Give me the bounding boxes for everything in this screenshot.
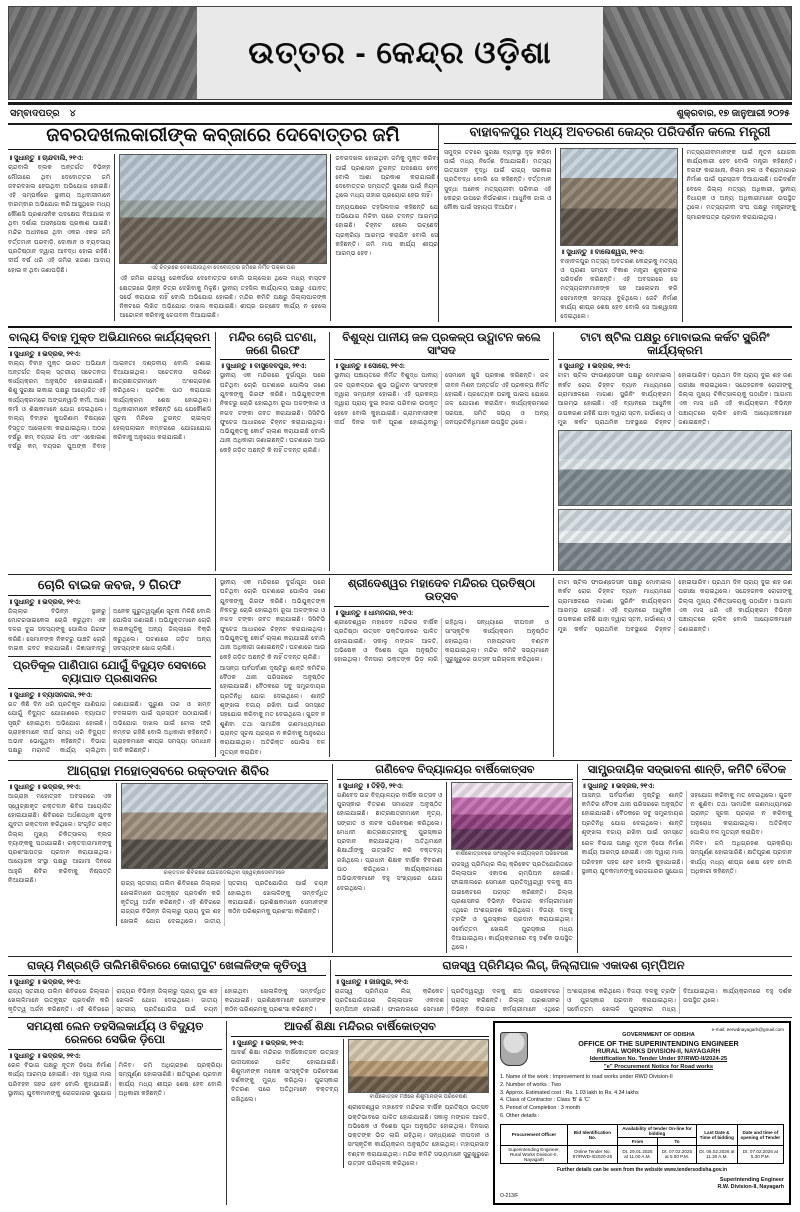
tender-th: Date and time of opening of Tender (737, 1124, 783, 1145)
tender-sign-line-2: R.W. Division-II, Nayagarh (717, 1183, 784, 1190)
tender-td: Online Tender No. 97/RWD-II/2020-26 (567, 1145, 617, 1163)
tender-th-sub: From (618, 1137, 658, 1145)
cancer-screening-headline: ଟାଟା ଷ୍ଟିଲ ପକ୍ଷରୁ ମୋବାଇଲ କର୍କଟ ସ୍କ୍ରିନିଂ କାର୍ଯ୍ୟକ୍ରମ (558, 332, 792, 361)
temple-anniv-headline: ଶ୍ରୀଦେଶ୍ୱର ମହାଦେବ ମନ୍ଦିରର ପ୍ରତିଷ୍ଠା ଉତ୍ସବ (334, 578, 549, 607)
cancer-van-photo (558, 430, 792, 506)
training-byline: ॥ ସୁଧାନ୍ତୁ ॥ ଭଦ୍ରକ, ୨୧ଏ: (8, 977, 81, 986)
lead-story (8, 125, 438, 322)
blood-camp-byline: ॥ ସୁଧାନ୍ତୁ ॥ ଭଦ୍ରକ, ୨୧ଏ: (8, 783, 81, 792)
masthead (8, 6, 792, 100)
rail-story (8, 1021, 222, 1204)
temple-anniversary-story (329, 578, 549, 757)
child-marriage-story (8, 332, 211, 572)
peace-meet-headline: ସାମ୍ପ୍ରଦାୟିକ ସଦ୍ଭାବନା ଶାନ୍ତି, କମିଟି ବୈଠକ (582, 764, 792, 780)
temple-theft-headline: ମନ୍ଦିର ଚୋରି ଘଟଣା, ଜଣେ ଗିରଫ (220, 332, 325, 361)
tender-email: e-mail: eerwdnayagarh@gmail.com (711, 1027, 784, 1033)
page-number: ୪ (69, 109, 76, 119)
school-fest-byline: ॥ ସୁଧାନ୍ତୁ ॥ ତିହିଡ଼ି, ୨୧ଏ: (336, 781, 404, 790)
tender-footer-note: Further details can be seen from the website www.tendersodisha.gov.in (556, 1166, 728, 1173)
premier-league-story (330, 960, 792, 1015)
child-marriage-byline: ॥ ସୁଧାନ୍ତୁ ॥ ଭଦ୍ରକ, ୨୧ଏ: (8, 349, 81, 358)
tender-item: 6. Other details : (500, 1113, 540, 1119)
school-fest-story (332, 764, 573, 953)
tender-td: Dt. 07.02.2025 at 5.00 P.M. (657, 1145, 696, 1163)
adarsha-byline: ॥ ସୁଧାନ୍ତୁ ॥ ଭଦ୍ରକ, ୨୧ଏ: (231, 1039, 304, 1048)
dateline-bar (8, 105, 792, 125)
minister-col-a: ସମୁଦ୍ର ତଟରେ ସୁରକ୍ଷା ବ୍ୟବସ୍ଥା ଦୃଢ଼ କରିବା ପାଇଁ ମଧ୍ୟ ନିର୍ଦ୍ଦେଶ ଦିଆଯାଇଛି। ମତ୍ସ୍ୟ ଉତ୍ପାଦନ ବୃଦ୍ଧି ପାଇଁ ରାଜ୍ୟ ସରକାର ପ୍ରତିବଦ୍ଧ ବୋଲି ସେ କହିଛନ୍ତି। ବର୍ତ୍ତମାନ ସୁଦ୍ଧା ଅନେକ ମତ୍ସ୍ୟଜୀବୀ ପରିବାର ଏହି କେନ୍ଦ୍ର ଉପରେ ନିର୍ଭରଶୀଳ। ଆଧୁନିକ ଜାଲ ଓ ନୌକା ପାଇଁ ସହାୟତା ଦିଆଯିବ। (444, 148, 552, 212)
bottom-band (8, 1021, 792, 1204)
tender-th: Bid Identification No. (567, 1124, 617, 1145)
water-project-headline: ବିଶୁଦ୍ଧ ପାନୀୟ ଜଳ ପ୍ରକଳ୍ପ ଉଦ୍ଘାଟନ କଲେ ସାଂସଦ (334, 332, 549, 361)
minister-byline: ॥ ସୁଧାନ୍ତୁ ॥ ବାଲେଶ୍ୱର, ୨୧ଏ: (560, 247, 645, 256)
school-fest-text-2: ରାଜସ୍ୱ ପ୍ରିମିୟର ଲିଗ୍ କ୍ରିକେଟ ପ୍ରତିଯୋଗିତାରେ ଜିଲ୍ଲାପାଳ ଏକାଦଶ ଚାମ୍ପିଅନ ହୋଇଛି। ଫାଇନାଲରେ ସେମାନେ ପ୍ରତିଦ୍ୱନ୍ଦ୍ୱୀ ଦଳକୁ ଛଅ ଉଇକେଟରେ ପରାସ୍ତ କରିଛନ୍ତି। ଜିଲ୍ଲା ପ୍ରଶାସନର ବିଭିନ୍ନ ବିଭାଗର କର୍ମଚାରୀମାନେ ଏଥିରେ ଅଂଶଗ୍ରହଣ କରିଥିଲେ। ବିଜୟୀ ଦଳକୁ ଟ୍ରଫି ଓ ପୁରସ୍କାର ପ୍ରଦାନ କରାଯାଇଥିଲା। ସର୍ବୋତ୍ତମ ଖେଳାଳି ପୁରସ୍କାର ମଧ୍ୟ ଦିଆଯାଇଥିଲା। କାର୍ଯ୍ୟକ୍ରମରେ ବହୁ ଦର୍ଶକ ଉପସ୍ଥିତ ଥିଲେ। (451, 860, 573, 952)
tender-identification-no: Identification No. Tender Under 97/RWD-II/2024-25 (589, 1056, 728, 1063)
power-dept-headline: ପ୍ରତିକୂଳ ପାଣିପାଗ ଯୋଗୁଁ ବିଦ୍ୟୁତ ସେବାରେ ବ୍ୟାଘାତ ପ୍ରଶାସନର (8, 660, 211, 689)
lead-col3: ଜବରଦଖଲ ହୋଇଥିବା ଜମିକୁ ମୁକ୍ତ କରିବା ପାଇଁ ପ୍ରଶାସନ ତୁରନ୍ତ ପଦକ୍ଷେପ ନେବ ବୋଲି ଆଶା ପ୍ରକାଶ କରାଯାଇଛି। ଦେବୋତ୍ତର ସମ୍ପତ୍ତି ସୁରକ୍ଷା ପାଇଁ ନିୟମ ଥିଲେ ମଧ୍ୟ ତାହାର ପ୍ରୟୋଗ ହେଉ ନାହିଁ। (335, 155, 438, 200)
peace-meet-story (577, 764, 792, 953)
top-section (8, 124, 797, 322)
tender-th: Last Date & Time of bidding (696, 1124, 737, 1145)
government-emblem-icon (500, 1032, 528, 1066)
temple-theft-story (215, 332, 325, 572)
cancer-screening-cont: ଟାଟା ଷ୍ଟିଲ ଫାଉଣ୍ଡେସନ ପକ୍ଷରୁ ମୋବାଇଲ କର୍କଟ ରୋଗ ଚିହ୍ନଟ ବ୍ୟାନ ମାଧ୍ୟମରେ ଗ୍ରାମାଞ୍ଚଳରେ ମାଗଣା ସ୍କ୍ରିନିଂ କାର୍ଯ୍ୟକ୍ରମ ଆରମ୍ଭ ହୋଇଛି। ଏହି ବ୍ୟାନରେ ଆଧୁନିକ ଉପକରଣ ରହିଛି ଯାହା ଦ୍ୱାରା ସ୍ତନ, ଗର୍ଭାଶୟ ଓ ମୁଖ କର୍କଟ ପ୍ରାଥମିକ ଅବସ୍ଥାରେ ଚିହ୍ନଟ ହୋଇପାରିବ। ପ୍ରଥମ ଦିନ ପ୍ରାୟ ଦୁଇ ଶହ ଜଣ ପରୀକ୍ଷା କରାଇଥିଲେ। ସନ୍ଦେହଜନକ ରୋଗୀଙ୍କୁ ଜିଲ୍ଲା ମୁଖ୍ୟ ଚିକିତ୍ସାଳୟକୁ ପଠାଯିବ। ଆଗାମୀ ଏକ ମାସ ଧରି ଏହି କାର୍ଯ୍ୟକ୍ରମ ବିଭିନ୍ନ ପଞ୍ଚାୟତରେ ଚାଲିବ ବୋଲି ଆୟୋଜକମାନେ ଜଣାଇଛନ୍ତି। (557, 579, 793, 633)
tender-sign-line-1: Superintending Engineer (719, 1176, 784, 1183)
date-text: ଶୁକ୍ରବାର, ୧୭ ଜାନୁଆରୀ ୨୦୨୫ (676, 109, 790, 119)
rail-byline: ॥ ସୁଧାନ୍ତୁ ॥ ଭଦ୍ରକ, ୨୧ଏ: (8, 1052, 81, 1061)
peace-meet-byline: ॥ ସୁଧାନ୍ତୁ ॥ ଭଦ୍ରକ, ୨୧ଏ: (581, 781, 655, 790)
training-text: ରାଜ୍ୟ ସ୍ତରୀୟ ତାଲିମ ଶିବିରରେ ଜିଲ୍ଲାର ଖେଳାଳିମାନେ ଉତ୍କୃଷ୍ଟ ପ୍ରଦର୍ଶନ କରି କୃତିତ୍ୱ ଅର୍ଜନ କରିଛନ୍ତି। ଏହି ଶିବିରରେ ରାଜ୍ୟର ବିଭିନ୍ନ ଜିଲ୍ଲାରୁ ପ୍ରାୟ ଦୁଇ ଶହ ଖେଳାଳି ଯୋଗ ଦେଇଥିଲେ। ଜାତୀୟ ସ୍ତରୀୟ ପ୍ରତିଯୋଗିତା ପାଇଁ ଚୟନ ହୋଇଥିବା ଖେଳାଳିଙ୍କୁ ସମ୍ବର୍ଦ୍ଧିତ କରାଯାଇଛି। ପ୍ରଶିକ୍ଷକମାନେ ସେମାନଙ୍କ କଠିନ ପରିଶ୍ରମକୁ ପ୍ରଶଂସା କରିଛନ୍ତି। (8, 987, 326, 1014)
bike-theft-story (8, 578, 211, 757)
minister-photo (560, 148, 677, 246)
masthead-center (197, 7, 603, 99)
adarsha-headline: ଆଦର୍ଶ ଶିକ୍ଷା ମନ୍ଦିରର ବାର୍ଷିକୋତ୍ସବ (231, 1021, 489, 1037)
lead-photo (119, 154, 326, 264)
tender-item: 5. Period of Completion : 3 month (500, 1105, 581, 1112)
tender-td: Dt. 29.01.2025 at 11.00 A.M. (618, 1145, 658, 1163)
masthead-title: ଉତ୍ତର - କେନ୍ଦ୍ର ଓଡ଼ିଶା (248, 34, 552, 70)
lead-photo-caption: ଏହି ଚିତ୍ରରେ ଦେଖାଯାଉଥିବା ଦେବୋତ୍ତର ଜମିରେ ନିର୍ମିତ ପକ୍କା ଘର (150, 265, 296, 272)
cancer-screening-story (553, 332, 792, 572)
tender-th: Availability of tender On-line for bidding (618, 1124, 697, 1137)
fourth-band (8, 764, 792, 953)
peace-meet-text-2: ରେଳ ବିଭାଗ ପକ୍ଷରୁ ନୂତନ ଡ଼ିପୋ ନିର୍ମାଣ କାର୍ଯ୍ୟ ଆରମ୍ଭ ହୋଇଛି। ଏହା ଦ୍ୱାରା ମାଲ ପରିବହନ ସହଜ ହେବ ବୋଲି କୁହାଯାଇଛି। ସ୍ଥାନୀୟ ଯୁବକମାନଙ୍କୁ ରୋଜଗାରର ସୁଯୋଗ ମିଳିବ। ଜମି ଅଧିଗ୍ରହଣ ପ୍ରକ୍ରିୟା ସମ୍ପୂର୍ଣ୍ଣ ହୋଇସାରିଛି। କ୍ଷତିପୂରଣ ପ୍ରଦାନ କାର୍ଯ୍ୟ ମଧ୍ୟ ଶୀଘ୍ର ଶେଷ ହେବ ବୋଲି ଅଧିକାରୀ କହିଛନ୍ତି। (581, 840, 792, 876)
power-dept-text: ଗତ କିଛି ଦିନ ଧରି ପ୍ରତିକୂଳ ପାଣିପାଗ ଯୋଗୁଁ ବିଦ୍ୟୁତ ଯୋଗାଣରେ ବ୍ୟାଘାତ ସୃଷ୍ଟି ହୋଇଥିବା ଅଭିଯୋଗ ହୋଇଛି। ଗ୍ରାହକମାନେ ଦୀର୍ଘ ସମୟ ଧରି ବିଦ୍ୟୁତ ଅଭାବ ଭୋଗୁଥିବା କହିଛନ୍ତି। ବିଭାଗ ପକ୍ଷରୁ ମରାମତି କାର୍ଯ୍ୟ ଚାଲିଥିବା ଜଣାଯାଇଛି। ପୁରୁଣା ତାର ଓ ଖମ୍ବ ବଦଳାଇବା ପାଇଁ ପ୍ରସ୍ତାବ ପଠାଯାଇଛି। ଅଭିଯୋଗ ଦାଖଲ ପାଇଁ ଟୋଲ ଫ୍ରି ନମ୍ବର ରହିଛି ବୋଲି ଅଧିକାରୀ କହିଛନ୍ତି। ଗ୍ରାହକମାନେ ଶୀଘ୍ର ସମସ୍ୟା ସମାଧାନ ଦାବି କରିଛନ୍ତି। (8, 700, 211, 755)
bike-theft-headline: ଚୋରି ବାଇକ କବଜ, ୨ ଗିରଫ (8, 578, 211, 596)
tender-code: O-213/F (500, 1192, 519, 1199)
adarsha-caption: ବାର୍ଷିକୋତ୍ସବ ମଞ୍ଚରେ ଶିଶୁମାନଙ୍କ ପରିବେଷଣ (369, 1094, 468, 1101)
blood-camp-photo (121, 783, 328, 869)
tender-item: 1. Name of the work : Improvement to road works under RWD Division-II (500, 1073, 673, 1080)
adarsha-text: ଆଦର୍ଶ ଶିକ୍ଷା ମନ୍ଦିରର ବାର୍ଷିକୋତ୍ସବ ଉତ୍ସାହ ଉଦ୍ଦୀପନାରେ ପାଳିତ ହୋଇଯାଇଛି। ଶିଶୁମାନଙ୍କ ମନୋଜ୍ଞ ସାଂସ୍କୃତିକ ପରିବେଷଣ ଦର୍ଶକଙ୍କୁ ମୁଗ୍ଧ କରିଥିଲା। ପୁରସ୍କାର ବିତରଣ ପରେ ଅତିଥିମାନେ ବକ୍ତବ୍ୟ ରଖିଥିଲେ। (231, 1049, 339, 1103)
adarsha-text-2: ଶ୍ରୀଦେଶ୍ୱର ମହାଦେବ ମନ୍ଦିରର ବାର୍ଷିକ ପ୍ରତିଷ୍ଠା ଉତ୍ସବ ଭକ୍ତିଭାବରେ ପାଳିତ ହୋଇଯାଇଛି। ସକାଳୁ ମଙ୍ଗଳ ଆଳତି, ଅଭିଷେକ ଓ ବିଶେଷ ପୂଜା ଅନୁଷ୍ଠିତ ହୋଇଥିଲା। ଦିନସାରା ଭକ୍ତଙ୍କ ଭିଡ଼ ଲାଗି ରହିଥିଲା। ସନ୍ଧ୍ୟାରେ ଦୀପଦାନ ଓ ସାଂସ୍କୃତିକ କାର୍ଯ୍ୟକ୍ରମ ଅନୁଷ୍ଠିତ ହୋଇଥିଲା। ମହାପ୍ରସାଦ ବଣ୍ଟନ କରାଯାଇଥିଲା। ମନ୍ଦିର କମିଟି ସଭ୍ୟମାନେ ସୁରୁଖୁରୁରେ ଉତ୍ସବ ପରିଚାଳନା କରିଥିଲେ। (347, 1104, 489, 1168)
blood-camp-headline: ଆଗ୍ରାହା ମହୋତ୍ସବରେ ରକ୍ତଦାନ ଶିବିର (8, 764, 328, 782)
fifth-band (8, 960, 792, 1015)
minister-col-b: ବାହାବଳପୁର ମତ୍ସ୍ୟ ଅବତରଣ କେନ୍ଦ୍ରକୁ ମତ୍ସ୍ୟ ଓ ପ୍ରାଣୀ ସମ୍ପଦ ବିକାଶ ମନ୍ତ୍ରୀ ଶୁକ୍ରବାର ପରିଦର୍ଶନ କରିଛନ୍ତି। ଏହି ଅବସରରେ ସେ ମତ୍ସ୍ୟଜୀବୀମାନଙ୍କ ସହ ଆଲୋଚନା କରି ସେମାନଙ୍କ ସମସ୍ୟା ବୁଝିଥିଲେ। ଜେଟି ନିର୍ମାଣ କାର୍ଯ୍ୟ ଶୀଘ୍ର ଶେଷ ହେବ ବୋଲି ସେ ଆଶ୍ୱାସନା ଦେଇଥିଲେ। (560, 257, 678, 321)
school-fest-text: ଗଣିବେଦ ଉଚ୍ଚ ବିଦ୍ୟାଳୟର ବାର୍ଷିକ ଉତ୍ସବ ଓ ପୁରସ୍କାର ବିତରଣ ସମାରୋହ ଅନୁଷ୍ଠିତ ହୋଇଯାଇଛି। ଛାତ୍ରଛାତ୍ରୀମାନେ ନୃତ୍ୟ, ସଙ୍ଗୀତ ଓ ନାଟକ ପରିବେଷଣ କରିଥିଲେ। ମେଧାବୀ ଛାତ୍ରଛାତ୍ରୀଙ୍କୁ ପୁରସ୍କାର ପ୍ରଦାନ କରାଯାଇଥିଲା। ଅତିଥିମାନେ ଶିକ୍ଷାର୍ଥୀଙ୍କୁ ଉତ୍ସାହିତ କରି ବକ୍ତବ୍ୟ ରଖିଥିଲେ। ପ୍ରଧାନ ଶିକ୍ଷକ ବାର୍ଷିକ ବିବରଣୀ ପାଠ କରିଥିଲେ। କାର୍ଯ୍ୟକ୍ରମରେ ଅଭିଭାବକମାନେ ବହୁ ସଂଖ୍ୟାରେ ଯୋଗ ଦେଇଥିଲେ। (336, 791, 443, 892)
bike-theft-byline: ॥ ସୁଧାନ୍ତୁ ॥ ଭଦ୍ରକ, ୨୧ଏ: (8, 597, 81, 606)
premier-league-byline: ॥ ସୁଧାନ୍ତୁ ॥ ଜାଜପୁର, ୨୧ଏ: (334, 977, 409, 986)
training-headline: ରାଜ୍ୟ ମିଶ୍ରଣ୍ଡି ତାଲିମଶିବିରରେ କୋରାପୁଟ ଖେଳାଳିଙ୍କ କୃତିତ୍ୱ (8, 960, 326, 976)
child-marriage-text: ବାଲ୍ୟ ବିବାହ ମୁକ୍ତ ଭାରତ ଅଭିଯାନ ଅନ୍ତର୍ଗତ ଜିଲ୍ଲା ସ୍ତରୀୟ ସଚେତନତା କାର୍ଯ୍ୟକ୍ରମ ଅନୁଷ୍ଠିତ ହୋଇଯାଇଛି। ଶିଶୁ ସୁରକ୍ଷା ଇକାଇ ପକ୍ଷରୁ ଆୟୋଜିତ ଏହି କାର୍ଯ୍ୟକ୍ରମରେ ଅଙ୍ଗନୱାଡ଼ି କର୍ମୀ, ଆଶା କର୍ମୀ ଓ ଶିକ୍ଷକମାନେ ଯୋଗ ଦେଇଥିଲେ। ବାଲ୍ୟ ବିବାହର କୁପରିଣାମ ବିଷୟରେ ବିସ୍ତୃତ ଆଲୋଚନା କରାଯାଇଥିଲା। ଅଠର ବର୍ଷରୁ କମ୍ ବୟସର ଝିଅ ଏବଂ ଏକୋଇଶ ବର୍ଷରୁ କମ୍ ବୟସର ପୁଅଙ୍କ ବିବାହ ଆଇନତଃ ଦଣ୍ଡନୀୟ ବୋଲି ଜଣାଇ ଦିଆଯାଇଥିଲା। ସଚେତନତା ରାଲିରେ ଛାତ୍ରଛାତ୍ରୀମାନେ ଅଂଶଗ୍ରହଣ କରିଥିଲେ। ପ୍ରତିଜ୍ଞା ପାଠ କରାଯାଇ କାର୍ଯ୍ୟକ୍ରମ ଶେଷ ହୋଇଥିଲା। ଅଧିକାରୀମାନେ କହିଛନ୍ତି ଯେ ଯେକୌଣସି ସୂଚନା ମିଳିଲେ ତୁରନ୍ତ ଚାଇଲ୍ଡ ହେଲ୍ପଲାଇନ ନମ୍ବରରେ ଯୋଗାଯୋଗ କରିବାକୁ ଅନୁରୋଧ କରାଯାଇଛି। (8, 359, 211, 451)
tender-td: Superintending Engineer, Rural Works Division-II, Nayagarh (501, 1145, 568, 1163)
temple-theft-cont-text: ସ୍ଥାନୀୟ ଏକ ମନ୍ଦିରରେ ଦୁର୍ଗାପୂଜା ପରେ ଘଟିଥିବା ଚୋରି ଘଟଣାରେ ପୋଲିସ ଜଣେ ଯୁବକଙ୍କୁ ଗିରଫ କରିଛି। ଅଭିଯୁକ୍ତଙ୍କ ନିକଟରୁ ଚୋରି ହୋଇଥିବା ରୂପା ଅଳଙ୍କାର ଓ ନଗଦ ଟଙ୍କା ଜବତ କରାଯାଇଛି। ସିସିଟିଭି ଫୁଟେଜ ଆଧାରରେ ଚିହ୍ନଟ କରାଯାଇଥିଲା। ଅଭିଯୁକ୍ତକୁ କୋର୍ଟ ଚାଲାଣ କରାଯାଇଛି ବୋଲି ଥାନା ଅଧିକାରୀ ଜଣାଇଛନ୍ତି। ଘଟଣାରେ ଆଉ କେହି ଜଡ଼ିତ ଅଛନ୍ତି କି ନାହିଁ ତଦନ୍ତ ଚାଲିଛି। (219, 579, 326, 661)
rail-text: ରେଳ ବିଭାଗ ପକ୍ଷରୁ ନୂତନ ଡ଼ିପୋ ନିର୍ମାଣ କାର୍ଯ୍ୟ ଆରମ୍ଭ ହୋଇଛି। ଏହା ଦ୍ୱାରା ମାଲ ପରିବହନ ସହଜ ହେବ ବୋଲି କୁହାଯାଇଛି। ସ୍ଥାନୀୟ ଯୁବକମାନଙ୍କୁ ରୋଜଗାରର ସୁଯୋଗ ମିଳିବ। ଜମି ଅଧିଗ୍ରହଣ ପ୍ରକ୍ରିୟା ସମ୍ପୂର୍ଣ୍ଣ ହୋଇସାରିଛି। କ୍ଷତିପୂରଣ ପ୍ରଦାନ କାର୍ଯ୍ୟ ମଧ୍ୟ ଶୀଘ୍ର ଶେଷ ହେବ ବୋଲି ଅଧିକାରୀ କହିଛନ୍ତି। (8, 1062, 222, 1098)
tender-item: 2. Number of works : Two (500, 1081, 562, 1088)
minister-headline: ବାହାବଳପୁର ମଧ୍ୟ ଅବତରଣ କେନ୍ଦ୍ର ପରିଦର୍ଶନ କଲେ ମନ୍ତ୍ରୀ (444, 125, 796, 144)
power-dept-byline: ॥ ସୁଧାନ୍ତୁ ॥ ବ୍ୟାସନଗର, ୨୧ଏ: (8, 690, 93, 699)
school-fest-caption: ବାର୍ଷିକୋତ୍ସବରେ ସାଂସ୍କୃତିକ କାର୍ଯ୍ୟକ୍ରମ ପରିବେଷଣ (455, 850, 569, 857)
tender-table (500, 1124, 784, 1164)
tender-th: Procurement Officer (501, 1124, 568, 1145)
tender-item: 4. Class of Contractor : Class 'B' & 'C' (500, 1097, 590, 1104)
temple-anniv-text: ଶ୍ରୀଦେଶ୍ୱର ମହାଦେବ ମନ୍ଦିରର ବାର୍ଷିକ ପ୍ରତିଷ୍ଠା ଉତ୍ସବ ଭକ୍ତିଭାବରେ ପାଳିତ ହୋଇଯାଇଛି। ସକାଳୁ ମଙ୍ଗଳ ଆଳତି, ଅଭିଷେକ ଓ ବିଶେଷ ପୂଜା ଅନୁଷ୍ଠିତ ହୋଇଥିଲା। ଦିନସାରା ଭକ୍ତଙ୍କ ଭିଡ଼ ଲାଗି ରହିଥିଲା। ସନ୍ଧ୍ୟାରେ ଦୀପଦାନ ଓ ସାଂସ୍କୃତିକ କାର୍ଯ୍ୟକ୍ରମ ଅନୁଷ୍ଠିତ ହୋଇଥିଲା। ମହାପ୍ରସାଦ ବଣ୍ଟନ କରାଯାଇଥିଲା। ମନ୍ଦିର କମିଟି ସଭ୍ୟମାନେ ସୁରୁଖୁରୁରେ ଉତ୍ସବ ପରିଚାଳନା କରିଥିଲେ। (334, 618, 549, 664)
peace-meet-text: ଆସନ୍ତା ପର୍ବପର୍ବାଣୀ ଦୃଷ୍ଟିରୁ ଶାନ୍ତି କମିଟିର ବୈଠକ ଥାନା ପରିସରରେ ଅନୁଷ୍ଠିତ ହୋଇଯାଇଛି। ବୈଠକରେ ସବୁ ସମ୍ପ୍ରଦାୟର ପ୍ରତିନିଧି ଯୋଗ ଦେଇଥିଲେ। ଶାନ୍ତି ଶୃଙ୍ଖଳା ବଜାୟ ରଖିବା ପାଇଁ ସମସ୍ତେ ସହଯୋଗ କରିବାକୁ ମତ ଦେଇଥିଲେ। ଗୁଜବ ନ ଶୁଣିବା ତଥା ସାମାଜିକ ଗଣମାଧ୍ୟମରେ ଭ୍ରାନ୍ତ ସୂଚନା ପ୍ରଚାର ନ କରିବାକୁ ଅନୁରୋଧ କରାଯାଇଥିଲା। ଅତିରିକ୍ତ ପୋଲିସ ବଳ ମୁତୟନ କରାଯିବ। (581, 791, 792, 836)
tender-td: Dt. 06.02.2026 at 11.30 A.M. (696, 1145, 737, 1163)
temple-theft-cont-text2: ଆସନ୍ତା ପର୍ବପର୍ବାଣୀ ଦୃଷ୍ଟିରୁ ଶାନ୍ତି କମିଟିର ବୈଠକ ଥାନା ପରିସରରେ ଅନୁଷ୍ଠିତ ହୋଇଯାଇଛି। ବୈଠକରେ ସବୁ ସମ୍ପ୍ରଦାୟର ପ୍ରତିନିଧି ଯୋଗ ଦେଇଥିଲେ। ଶାନ୍ତି ଶୃଙ୍ଖଳା ବଜାୟ ରଖିବା ପାଇଁ ସମସ୍ତେ ସହଯୋଗ କରିବାକୁ ମତ ଦେଇଥିଲେ। ଗୁଜବ ନ ଶୁଣିବା ତଥା ସାମାଜିକ ଗଣମାଧ୍ୟମରେ ଭ୍ରାନ୍ତ ସୂଚନା ପ୍ରଚାର ନ କରିବାକୁ ଅନୁରୋଧ କରାଯାଇଥିଲା। ଅତିରିକ୍ତ ପୋଲିସ ବଳ ମୁତୟନ କରାଯିବ। (219, 664, 326, 756)
tender-items (500, 1074, 784, 1121)
school-fest-headline: ଗଣିବେଦ ବିଦ୍ୟାଳୟର ବାର୍ଷିକୋତ୍ସବ (337, 764, 573, 780)
cancer-screening-text: ଟାଟା ଷ୍ଟିଲ ଫାଉଣ୍ଡେସନ ପକ୍ଷରୁ ମୋବାଇଲ କର୍କଟ ରୋଗ ଚିହ୍ନଟ ବ୍ୟାନ ମାଧ୍ୟମରେ ଗ୍ରାମାଞ୍ଚଳରେ ମାଗଣା ସ୍କ୍ରିନିଂ କାର୍ଯ୍ୟକ୍ରମ ଆରମ୍ଭ ହୋଇଛି। ଏହି ବ୍ୟାନରେ ଆଧୁନିକ ଉପକରଣ ରହିଛି ଯାହା ଦ୍ୱାରା ସ୍ତନ, ଗର୍ଭାଶୟ ଓ ମୁଖ କର୍କଟ ପ୍ରାଥମିକ ଅବସ୍ଥାରେ ଚିହ୍ନଟ ହୋଇପାରିବ। ପ୍ରଥମ ଦିନ ପ୍ରାୟ ଦୁଇ ଶହ ଜଣ ପରୀକ୍ଷା କରାଇଥିଲେ। ସନ୍ଦେହଜନକ ରୋଗୀଙ୍କୁ ଜିଲ୍ଲା ମୁଖ୍ୟ ଚିକିତ୍ସାଳୟକୁ ପଠାଯିବ। ଆଗାମୀ ଏକ ମାସ ଧରି ଏହି କାର୍ଯ୍ୟକ୍ରମ ବିଭିନ୍ନ ପଞ୍ଚାୟତରେ ଚାଲିବ ବୋଲି ଆୟୋଜକମାନେ ଜଣାଇଛନ୍ତି। (557, 372, 793, 426)
tender-gov-line: GOVERNMENT OF ODISHA (622, 1032, 695, 1039)
bike-theft-text: ଜିଲ୍ଲାର ବିଭିନ୍ନ ସ୍ଥାନରୁ ମୋଟରସାଇକେଲ ଚୋରି କରୁଥିବା ଏକ ଦଳର ଦୁଇ ସଦସ୍ୟଙ୍କୁ ପୋଲିସ ଗିରଫ କରିଛି। ସେମାନଙ୍କ ନିକଟରୁ ପାଞ୍ଚଟି ଚୋରି ବାଇକ ଜବତ କରାଯାଇଛି। ଜିଜ୍ଞାସାବାଦରୁ ଅନେକ ଗୁରୁତ୍ୱପୂର୍ଣ୍ଣ ସୂଚନା ମିଳିଛି ବୋଲି ପୋଲିସ ଜଣାଇଛି। ଅଭିଯୁକ୍ତମାନେ ଚୋରି ବାଇକଗୁଡ଼ିକୁ ଅନ୍ୟ ଜିଲ୍ଲାରେ ବିକ୍ରି କରୁଥିଲେ। ଘଟଣାରେ ଜଡ଼ିତ ଅନ୍ୟ ସଦସ୍ୟଙ୍କ ଖୋଜ ଚାଲିଛି। (8, 607, 211, 652)
tender-office-line-1: OFFICE OF THE SUPERINTENDING ENGINEER (578, 1039, 739, 1049)
edition-label: ସମ୍ବାଦପତ୍ର (10, 109, 60, 119)
temple-anniv-byline: ॥ ସୁଧାନ୍ତୁ ॥ ଧାମନଗର, ୨୧ଏ: (334, 608, 414, 617)
masthead-photo-left (9, 7, 197, 99)
child-marriage-headline: ବାଲ୍ୟ ବିବାହ ମୁକ୍ତ ଅଭିଯାନରେ କାର୍ଯ୍ୟକ୍ରମ (8, 332, 211, 348)
rail-headline: ସମୟଷୀ ଲେନ ତହସିଲକାର୍ଯ୍ୟ ଓ ବିଦ୍ୟୁତ ରେଳରେ ସେଭିକ ଡ଼ିପୋ (8, 1021, 222, 1050)
lead-headline: ଜବରଦଖଲକାରୀଙ୍କ କବ୍ଜାରେ ଦେବୋତ୍ତର ଜମି (8, 125, 438, 150)
table-row (501, 1145, 784, 1163)
tender-td: Dt. 07.02.2026 at 5.30 P.M. (737, 1145, 783, 1163)
tender-notice-title: "e" Procurement Notice for Road works (603, 1063, 714, 1070)
blood-camp-text: ଆଗ୍ରାହା ମହୋତ୍ସବ ଅବସରରେ ଏକ ସ୍ୱେଚ୍ଛାକୃତ ରକ୍ତଦାନ ଶିବିର ଆୟୋଜିତ ହୋଇଯାଇଛି। ଶିବିରରେ ଅର୍ଧଶତାଧିକ ଯୁବକ ଯୁବତୀ ରକ୍ତଦାନ କରିଥିଲେ। ସଂଗୃହିତ ରକ୍ତ ଜିଲ୍ଲା ମୁଖ୍ୟ ଚିକିତ୍ସାଳୟ ବ୍ଲଡ ବ୍ୟାଙ୍କକୁ ପଠାଯାଇଛି। ରକ୍ତଦାତାମାନଙ୍କୁ ପ୍ରଶଂସାପତ୍ର ପ୍ରଦାନ କରାଯାଇଥିଲା। ଆୟୋଜକ ସଂସ୍ଥା ପକ୍ଷରୁ ଆଗାମୀ ଦିନରେ ଆହୁରି ଶିବିର କରିବାକୁ ନିଷ୍ପତ୍ତି ନିଆଯାଇଛି। (8, 793, 112, 885)
third-band (8, 578, 792, 757)
water-project-byline: ॥ ସୁଧାନ୍ତୁ ॥ ସୋରୋ, ୨୧ଏ: (334, 362, 406, 371)
tender-item: 3. Approx. Estimated cost : Rs. 1.03 lakh to Rs. 4.34 lakhs (500, 1089, 639, 1096)
blood-camp-text-2: ରାଜ୍ୟ ସ୍ତରୀୟ ତାଲିମ ଶିବିରରେ ଜିଲ୍ଲାର ଖେଳାଳିମାନେ ଉତ୍କୃଷ୍ଟ ପ୍ରଦର୍ଶନ କରି କୃତିତ୍ୱ ଅର୍ଜନ କରିଛନ୍ତି। ଏହି ଶିବିରରେ ରାଜ୍ୟର ବିଭିନ୍ନ ଜିଲ୍ଲାରୁ ପ୍ରାୟ ଦୁଇ ଶହ ଖେଳାଳି ଯୋଗ ଦେଇଥିଲେ। ଜାତୀୟ ସ୍ତରୀୟ ପ୍ରତିଯୋଗିତା ପାଇଁ ଚୟନ ହୋଇଥିବା ଖେଳାଳିଙ୍କୁ ସମ୍ବର୍ଦ୍ଧିତ କରାଯାଇଛି। ପ୍ରଶିକ୍ଷକମାନେ ସେମାନଙ୍କ କଠିନ ପରିଶ୍ରମକୁ ପ୍ରଶଂସା କରିଛନ୍ତି। (120, 880, 328, 925)
water-project-story (329, 332, 549, 572)
temple-theft-byline: ॥ ସୁଧାନ୍ତୁ ॥ ବାସୁଦେବପୁର, ୨୧ଏ: (219, 362, 307, 371)
tender-th-sub: To (657, 1137, 696, 1145)
second-band (8, 332, 792, 572)
temple-theft-text: ସ୍ଥାନୀୟ ଏକ ମନ୍ଦିରରେ ଦୁର୍ଗାପୂଜା ପରେ ଘଟିଥିବା ଚୋରି ଘଟଣାରେ ପୋଲିସ ଜଣେ ଯୁବକଙ୍କୁ ଗିରଫ କରିଛି। ଅଭିଯୁକ୍ତଙ୍କ ନିକଟରୁ ଚୋରି ହୋଇଥିବା ରୂପା ଅଳଙ୍କାର ଓ ନଗଦ ଟଙ୍କା ଜବତ କରାଯାଇଛି। ସିସିଟିଭି ଫୁଟେଜ ଆଧାରରେ ଚିହ୍ନଟ କରାଯାଇଥିଲା। ଅଭିଯୁକ୍ତକୁ କୋର୍ଟ ଚାଲାଣ କରାଯାଇଛି ବୋଲି ଥାନା ଅଧିକାରୀ ଜଣାଇଛନ୍ତି। ଘଟଣାରେ ଆଉ କେହି ଜଡ଼ିତ ଅଛନ୍ତି କି ନାହିଁ ତଦନ୍ତ ଚାଲିଛି। (219, 372, 326, 454)
blood-camp-caption: ରକ୍ତଦାନ ଶିବିରରେ ଯୋଗଦେଇଥିବା ସ୍ୱେଚ୍ଛାସେବୀମାନେ (163, 870, 285, 877)
lead-col1: ଚାନ୍ଦବାଲି ବ୍ଲକ ଅନ୍ତର୍ଗତ ବିଭିନ୍ନ ମୌଜାରେ ଥିବା ଦେବୋତ୍ତର ଜମି ଜବରଦଖଲ ହେଉଥିବା ଅଭିଯୋଗ ହୋଇଛି। ଏହି ସମ୍ପର୍କରେ ସ୍ଥାନୀୟ ଅଧିବାସୀମାନେ ବାରମ୍ବାର ଅଭିଯୋଗ କରି ଆସୁଥିଲେ ମଧ୍ୟ କୌଣସି ପ୍ରଶାସନିକ ପଦକ୍ଷେପ ନିଆଯାଇ ନ ଥିବା ଦର୍ଶାଇ ଅସନ୍ତୋଷ ପ୍ରକାଶ ପାଇଛି। ମନ୍ଦିର ଅଧୀନରେ ଥିବା ଏକର ଏକର ଜମି ବର୍ତ୍ତମାନ ଘରବାଡ଼ି, ଦୋକାନ ଓ ବ୍ୟବସାୟ ପ୍ରତିଷ୍ଠାନ ଦ୍ୱାରା ଆବଦ୍ଧ ହୋଇ ରହିଛି। ଦୀର୍ଘ ବର୍ଷ ଧରି ଏହି ଜମିର ଖଜଣା ଆଦାୟ ହୋଇ ନ ଥିବା ଜଣାପଡ଼ିଛି। (8, 164, 111, 274)
minister-col-c: ମତ୍ସ୍ୟଜୀବୀମାନଙ୍କ ପାଇଁ ନୂତନ ଯୋଜନା କାର୍ଯ୍ୟକାରୀ ହେବ ବୋଲି ମନ୍ତ୍ରୀ କହିଛନ୍ତି। ବରଫ କାରଖାନା, ନିଲାମ ହଲ ଓ ବିଶ୍ରାମାଗାର ନିର୍ମାଣ ପାଇଁ ପ୍ରସ୍ତାବ ଦିଆଯାଇଛି। ପରିଦର୍ଶନ ବେଳେ ଜିଲ୍ଲା ମତ୍ସ୍ୟ ଅଧିକାରୀ, ସ୍ଥାନୀୟ ବିଧାୟକ ଓ ଅନ୍ୟ ଅଧିକାରୀମାନେ ଉପସ୍ଥିତ ଥିଲେ। ମତ୍ସ୍ୟଜୀବୀ ସଂଘ ପକ୍ଷରୁ ମନ୍ତ୍ରୀଙ୍କୁ ସ୍ମାରକପତ୍ର ପ୍ରଦାନ କରାଯାଇଥିଲା। (686, 148, 797, 221)
temple-theft-continued (215, 578, 325, 757)
water-project-text: ସ୍ଥାନୀୟ ପଞ୍ଚାୟତରେ ନିର୍ମିତ ବିଶୁଦ୍ଧ ପାନୀୟ ଜଳ ପ୍ରକଳ୍ପର ଶୁଭ ଉଦ୍ଘାଟନ ସାଂସଦଙ୍କ ଦ୍ୱାରା ସମ୍ପନ୍ନ ହୋଇଛି। ଏହି ପ୍ରକଳ୍ପ ଦ୍ୱାରା ପ୍ରାୟ ଦୁଇ ହଜାର ପରିବାର ଉପକୃତ ହେବେ ବୋଲି କୁହାଯାଇଛି। ଗ୍ରାମବାସୀଙ୍କ ଦୀର୍ଘ ଦିନର ଦାବି ପୂରଣ ହୋଇଥିବାରୁ ସେମାନେ ଖୁସି ପ୍ରକାଶ କରିଛନ୍ତି। ଜଳ ଜୀବନ ମିଶନ ଅନ୍ତର୍ଗତ ଏହି ପ୍ରକଳ୍ପ ନିର୍ମିତ ହୋଇଛି। ପ୍ରତ୍ୟେକ ଘରକୁ ପାଇପ ଯୋଗେ ଜଳ ଯୋଗାଣ କରାଯିବ। କାର୍ଯ୍ୟକ୍ରମରେ ସରପଞ୍ଚ, ସମିତି ସଭ୍ୟ ଓ ଅନ୍ୟ ଜନପ୍ରତିନିଧିମାନେ ଉପସ୍ଥିତ ଥିଲେ। (334, 372, 549, 426)
premier-league-text: ରାଜସ୍ୱ ପ୍ରିମିୟର ଲିଗ୍ କ୍ରିକେଟ ପ୍ରତିଯୋଗିତାରେ ଜିଲ୍ଲାପାଳ ଏକାଦଶ ଚାମ୍ପିଅନ ହୋଇଛି। ଫାଇନାଲରେ ସେମାନେ ପ୍ରତିଦ୍ୱନ୍ଦ୍ୱୀ ଦଳକୁ ଛଅ ଉଇକେଟରେ ପରାସ୍ତ କରିଛନ୍ତି। ଜିଲ୍ଲା ପ୍ରଶାସନର ବିଭିନ୍ନ ବିଭାଗର କର୍ମଚାରୀମାନେ ଏଥିରେ ଅଂଶଗ୍ରହଣ କରିଥିଲେ। ବିଜୟୀ ଦଳକୁ ଟ୍ରଫି ଓ ପୁରସ୍କାର ପ୍ରଦାନ କରାଯାଇଥିଲା। ସର୍ବୋତ୍ତମ ଖେଳାଳି ପୁରସ୍କାର ମଧ୍ୟ ଦିଆଯାଇଥିଲା। କାର୍ଯ୍ୟକ୍ରମରେ ବହୁ ଦର୍ଶକ ଉପସ୍ଥିତ ଥିଲେ। (334, 987, 792, 1014)
adarsha-photo (348, 1039, 489, 1093)
minister-story (438, 125, 796, 322)
lead-byline: ॥ ସୁଧାନ୍ତୁ ॥ ଚାନ୍ଦବାଲି, ୨୧ଏ: (8, 154, 84, 163)
cancer-van-photo-2 (558, 509, 792, 571)
cancer-screening-byline: ॥ ସୁଧାନ୍ତୁ ॥ ଭଦ୍ରକ, ୨୧ଏ: (557, 362, 631, 371)
training-story (8, 960, 326, 1015)
premier-league-headline: ରାଜସ୍ୱ ପ୍ରିମିୟର ଲିଗ୍, ଜିଲ୍ଲାପାଳ ଏକାଦଶ ଚାମ୍ପିଅନ (335, 960, 792, 976)
tender-office-line-2: RURAL WORKS DIVISION-II, NAYAGARH (596, 1048, 721, 1056)
blood-camp-story (8, 764, 328, 953)
lead-col2: ଏହି ଜମିର ରାଜସ୍ୱ ରେକର୍ଡରେ ଦେବୋତ୍ତର ବୋଲି ଉଲ୍ଲେଖ ଥିଲେ ମଧ୍ୟ ବାସ୍ତବ କ୍ଷେତ୍ରରେ ଭିନ୍ନ ଚିତ୍ର ଦେଖିବାକୁ ମିଳୁଛି। ସ୍ଥାନୀୟ ତହସିଲ କାର୍ଯ୍ୟାଳୟ ପକ୍ଷରୁ ଏଯାବତ୍ ସର୍ଭେ କରାଯାଇ ନାହିଁ ବୋଲି ଅଭିଯୋଗ ହୋଇଛି। ମନ୍ଦିର କମିଟି ପକ୍ଷରୁ ଜିଲ୍ଲାପାଳଙ୍କ ନିକଟରେ ଲିଖିତ ଅଭିଯୋଗ ଦାଖଲ କରାଯାଇଛି। ଶୀଘ୍ର ଉଚ୍ଛେଦ କାର୍ଯ୍ୟ ନ ହେଲେ ଆନ୍ଦୋଳନ କରିବାକୁ ଚେତାବନୀ ଦିଆଯାଇଛି। (119, 275, 327, 320)
adarsha-story (226, 1021, 489, 1204)
cancer-screening-continued (553, 578, 792, 757)
tender-advertisement (493, 1021, 791, 1204)
masthead-photo-right (603, 7, 791, 99)
lead-col4: ଅନ୍ୟପକ୍ଷରେ ତହସିଲଦାର କହିଛନ୍ତି ଯେ ଅଭିଯୋଗ ମିଳିବା ପରେ ତଦନ୍ତ ଆରମ୍ଭ ହୋଇଛି। ଚିହ୍ନଟ ହେଲେ ଉଚ୍ଛେଦ ପ୍ରକ୍ରିୟା ଆରମ୍ଭ କରାଯିବ ବୋଲି ସେ କହିଛନ୍ତି। ଜମି ମାପ କାର୍ଯ୍ୟ ଶୀଘ୍ର ଆରମ୍ଭ ହେବ। (335, 203, 438, 258)
school-fest-photo (451, 782, 572, 850)
